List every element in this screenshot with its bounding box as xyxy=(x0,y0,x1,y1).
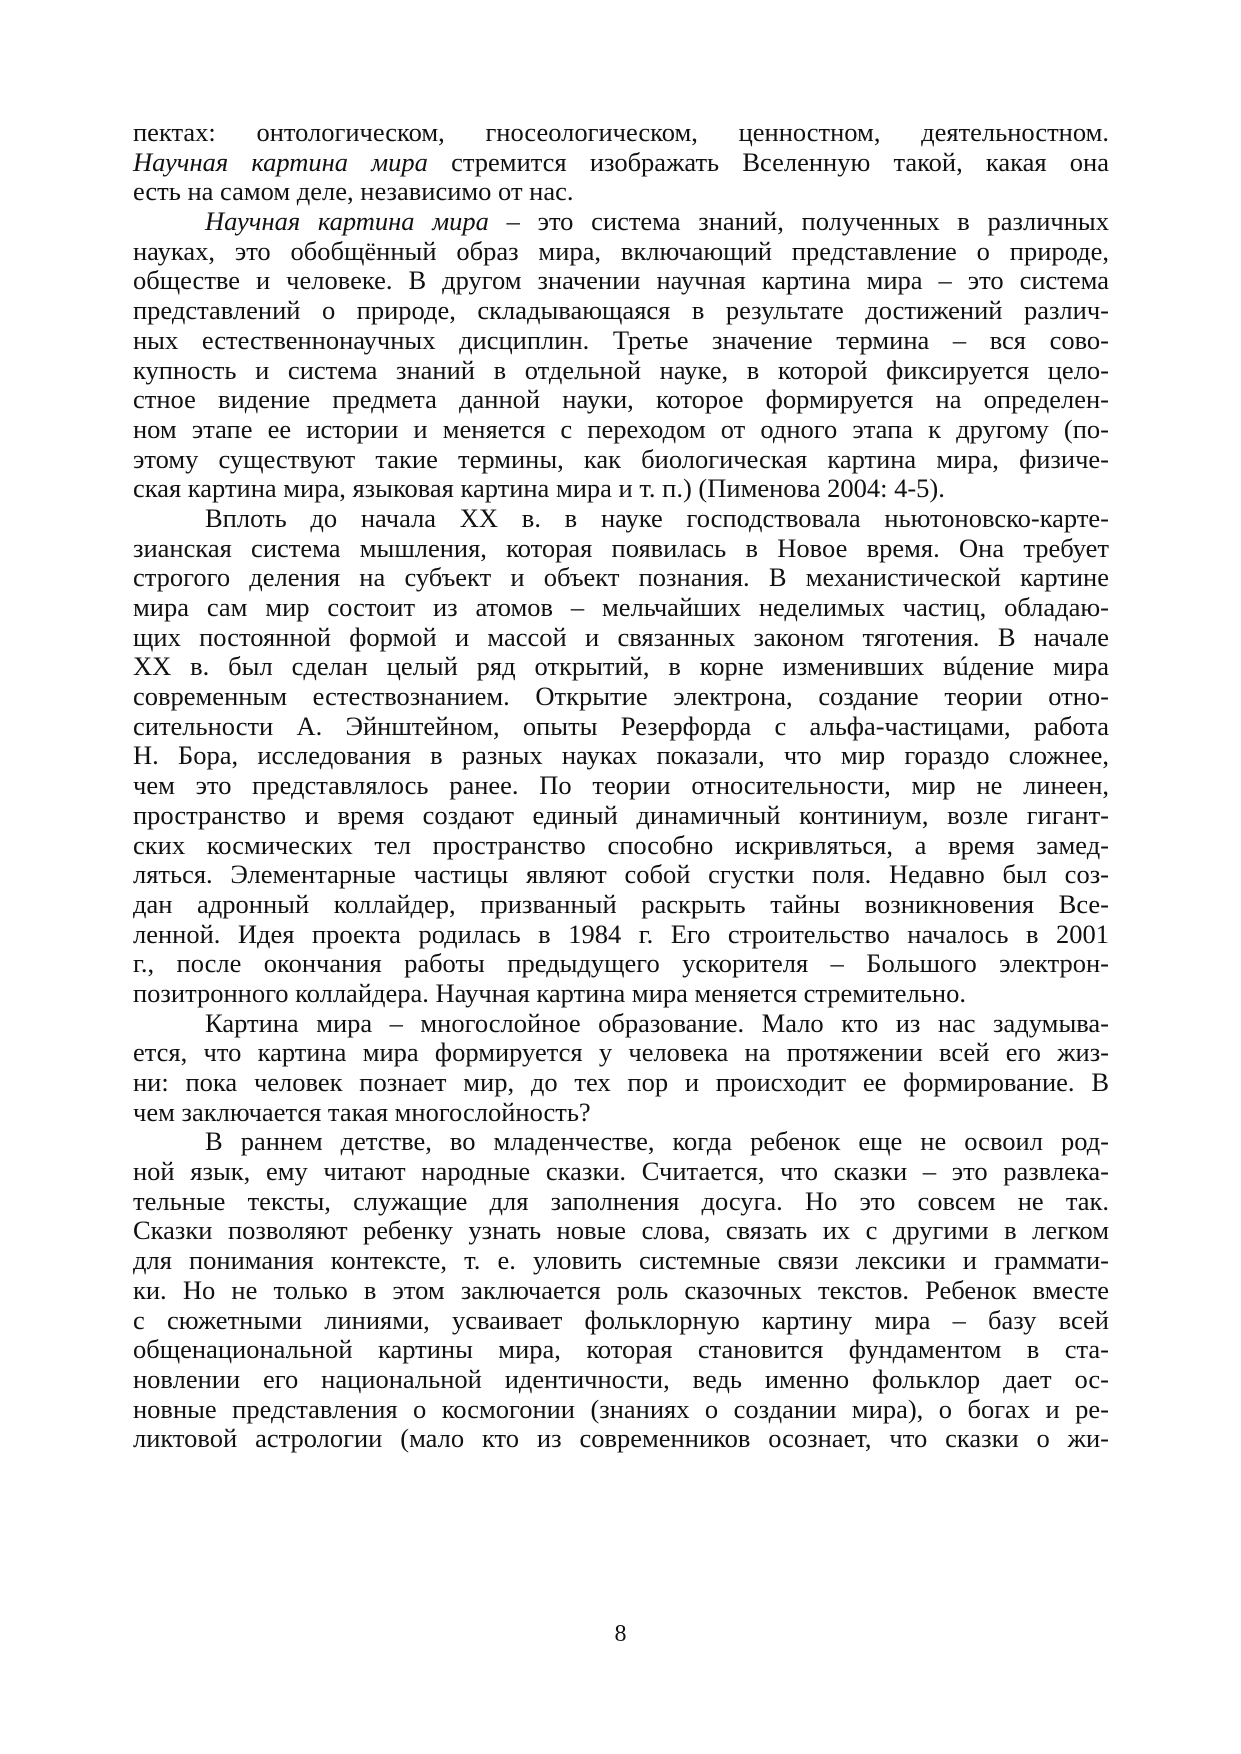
text-line xyxy=(133,1009,1109,1039)
text-line xyxy=(133,741,1109,771)
line-text: зианская система мышления, которая появилась в Новое время. Она требует xyxy=(133,532,1109,563)
line-text: Сказки позволяют ребенку узнать новые слова, связать их с другими в легком xyxy=(133,1215,1109,1246)
text-line xyxy=(133,801,1109,831)
line-text: ном этапе ее истории и меняется с переходом от одного этапа к другому (по- xyxy=(133,413,1109,444)
line-text: строгого деления на субъект и объект познания. В механистической картине xyxy=(133,562,1109,593)
line-text: ленной. Идея проекта родилась в 1984 г. Его строительство началось в 2001 xyxy=(133,918,1109,949)
text-line xyxy=(133,831,1109,861)
line-text: сительности А. Эйнштейном, опыты Резерфорда с альфа-частицами, работа xyxy=(133,710,1109,741)
body-text xyxy=(133,118,1109,1454)
text-line xyxy=(133,326,1109,356)
text-line xyxy=(133,148,1109,178)
line-text: стное видение предмета данной науки, которое формируется на определен- xyxy=(133,384,1109,415)
text-line xyxy=(133,652,1109,682)
text-line xyxy=(133,890,1109,920)
line-text: чем это представлялось ранее. По теории относительности, мир не линеен, xyxy=(133,770,1109,801)
line-text: Н. Бора, исследования в разных науках показали, что мир гораздо сложнее, xyxy=(133,740,1109,771)
text-line xyxy=(133,207,1109,237)
line-text: с сюжетными линиями, усваивает фольклорную картину мира – базу всей xyxy=(133,1304,1109,1335)
text-line xyxy=(133,1424,1109,1454)
text-line xyxy=(133,623,1109,653)
text-line xyxy=(133,385,1109,415)
line-text: щих постоянной формой и массой и связанных законом тяготения. В начале xyxy=(133,621,1109,652)
text-line xyxy=(133,1157,1109,1187)
text-line xyxy=(133,1187,1109,1217)
text-line xyxy=(133,237,1109,267)
text-line xyxy=(133,356,1109,386)
text-line xyxy=(133,1068,1109,1098)
text-line xyxy=(133,1216,1109,1246)
line-text: стремится изображать Вселенную такой, какая она xyxy=(427,146,1109,177)
text-line xyxy=(133,474,1109,504)
text-line xyxy=(133,1306,1109,1336)
line-text: ется, что картина мира формируется у человека на протяжении всей его жиз- xyxy=(133,1037,1109,1068)
line-text: ной язык, ему читают народные сказки. Считается, что сказки – это развлека- xyxy=(133,1156,1109,1187)
line-text: современным естествознанием. Открытие электрона, создание теории отно- xyxy=(133,681,1109,712)
line-text: этому существуют такие термины, как биологическая картина мира, физиче- xyxy=(133,443,1109,474)
italic-term: Научная картина мира xyxy=(133,146,428,177)
text-line xyxy=(133,296,1109,326)
text-line xyxy=(133,534,1109,564)
line-text: купность и система знаний в отдельной науке, в которой фиксируется цело- xyxy=(133,354,1109,385)
line-text: новлении его национальной идентичности, ведь именно фольклор дает ос- xyxy=(133,1363,1109,1394)
text-line xyxy=(133,1127,1109,1157)
line-text: XX в. был сделан целый ряд открытий, в корне изменивших вúдение мира xyxy=(133,651,1109,682)
line-text: Вплоть до начала XX в. в науке господствовала ньютоновско-карте- xyxy=(205,502,1109,533)
line-text: науках, это обобщённый образ мира, включающий представление о природе, xyxy=(133,235,1109,266)
line-text: представлений о природе, складывающаяся в результате достижений различ- xyxy=(133,295,1109,326)
page-number: 8 xyxy=(614,1621,627,1647)
text-line xyxy=(133,682,1109,712)
text-line xyxy=(133,1395,1109,1425)
line-text: обществе и человеке. В другом значении научная картина мира – это система xyxy=(133,265,1109,296)
line-text: новные представления о космогонии (знаниях о создании мира), о богах и ре- xyxy=(133,1393,1109,1424)
line-text: мира сам мир состоит из атомов – мельчайших неделимых частиц, обладаю- xyxy=(133,592,1109,622)
line-text: ляться. Элементарные частицы являют собой сгустки поля. Недавно был соз- xyxy=(133,859,1109,890)
line-text: пектах: онтологическом, гносеологическом, ценностном, деятельностном. xyxy=(133,117,1109,147)
line-text: общенациональной картины мира, которая становится фундаментом в ста- xyxy=(133,1334,1109,1365)
line-text: позитронного коллайдера. Научная картина мира меняется стремительно. xyxy=(133,977,966,1008)
text-line xyxy=(133,415,1109,445)
text-line xyxy=(133,1276,1109,1306)
line-text: ских космических тел пространство способно искривляться, а время замед- xyxy=(133,829,1109,860)
line-text: г., после окончания работы предыдущего ускорителя – Большого электрон- xyxy=(133,948,1109,979)
line-text: тельные тексты, служащие для заполнения досуга. Но это совсем не так. xyxy=(133,1185,1109,1216)
text-line xyxy=(133,504,1109,534)
line-text: В раннем детстве, во младенчестве, когда ребенок еще не освоил род- xyxy=(205,1126,1109,1157)
text-line xyxy=(133,979,1109,1009)
text-line xyxy=(133,563,1109,593)
line-text: Картина мира – многослойное образование. Мало кто из нас задумыва- xyxy=(205,1007,1109,1038)
text-line xyxy=(133,266,1109,296)
text-line xyxy=(133,1038,1109,1068)
line-text: ни: пока человек познает мир, до тех пор и происходит ее формирование. В xyxy=(133,1067,1109,1097)
line-text: дан адронный коллайдер, призванный раскрыть тайны возникновения Все- xyxy=(133,888,1109,919)
line-text: ская картина мира, языковая картина мира и т. п.) (Пименова 2004: 4-5). xyxy=(133,473,945,504)
line-text: пространство и время создают единый динамичный континиум, возле гигант- xyxy=(133,799,1109,830)
text-line xyxy=(133,593,1109,623)
line-text: ликтовой астрологии (мало кто из современников осознает, что сказки о жи- xyxy=(133,1423,1109,1454)
line-text: есть на самом деле, независимо от нас. xyxy=(133,176,574,207)
text-line xyxy=(133,1098,1109,1128)
text-line xyxy=(133,118,1109,148)
text-line xyxy=(133,445,1109,475)
text-line xyxy=(133,712,1109,742)
line-text: для понимания контексте, т. е. уловить системные связи лексики и граммати- xyxy=(133,1245,1109,1276)
italic-term: Научная картина мира xyxy=(205,206,489,237)
line-text: ки. Но не только в этом заключается роль сказочных текстов. Ребенок вместе xyxy=(133,1274,1109,1305)
text-line xyxy=(133,1365,1109,1395)
line-text: чем заключается такая многослойность? xyxy=(133,1096,591,1127)
text-line xyxy=(133,1335,1109,1365)
text-line xyxy=(133,920,1109,950)
text-line xyxy=(133,949,1109,979)
line-text: – это система знаний, полученных в различных xyxy=(488,206,1109,237)
text-line xyxy=(133,860,1109,890)
line-text: ных естественнонаучных дисциплин. Третье значение термина – вся сово- xyxy=(133,324,1109,355)
text-line xyxy=(133,1246,1109,1276)
text-line xyxy=(133,177,1109,207)
text-line xyxy=(133,771,1109,801)
